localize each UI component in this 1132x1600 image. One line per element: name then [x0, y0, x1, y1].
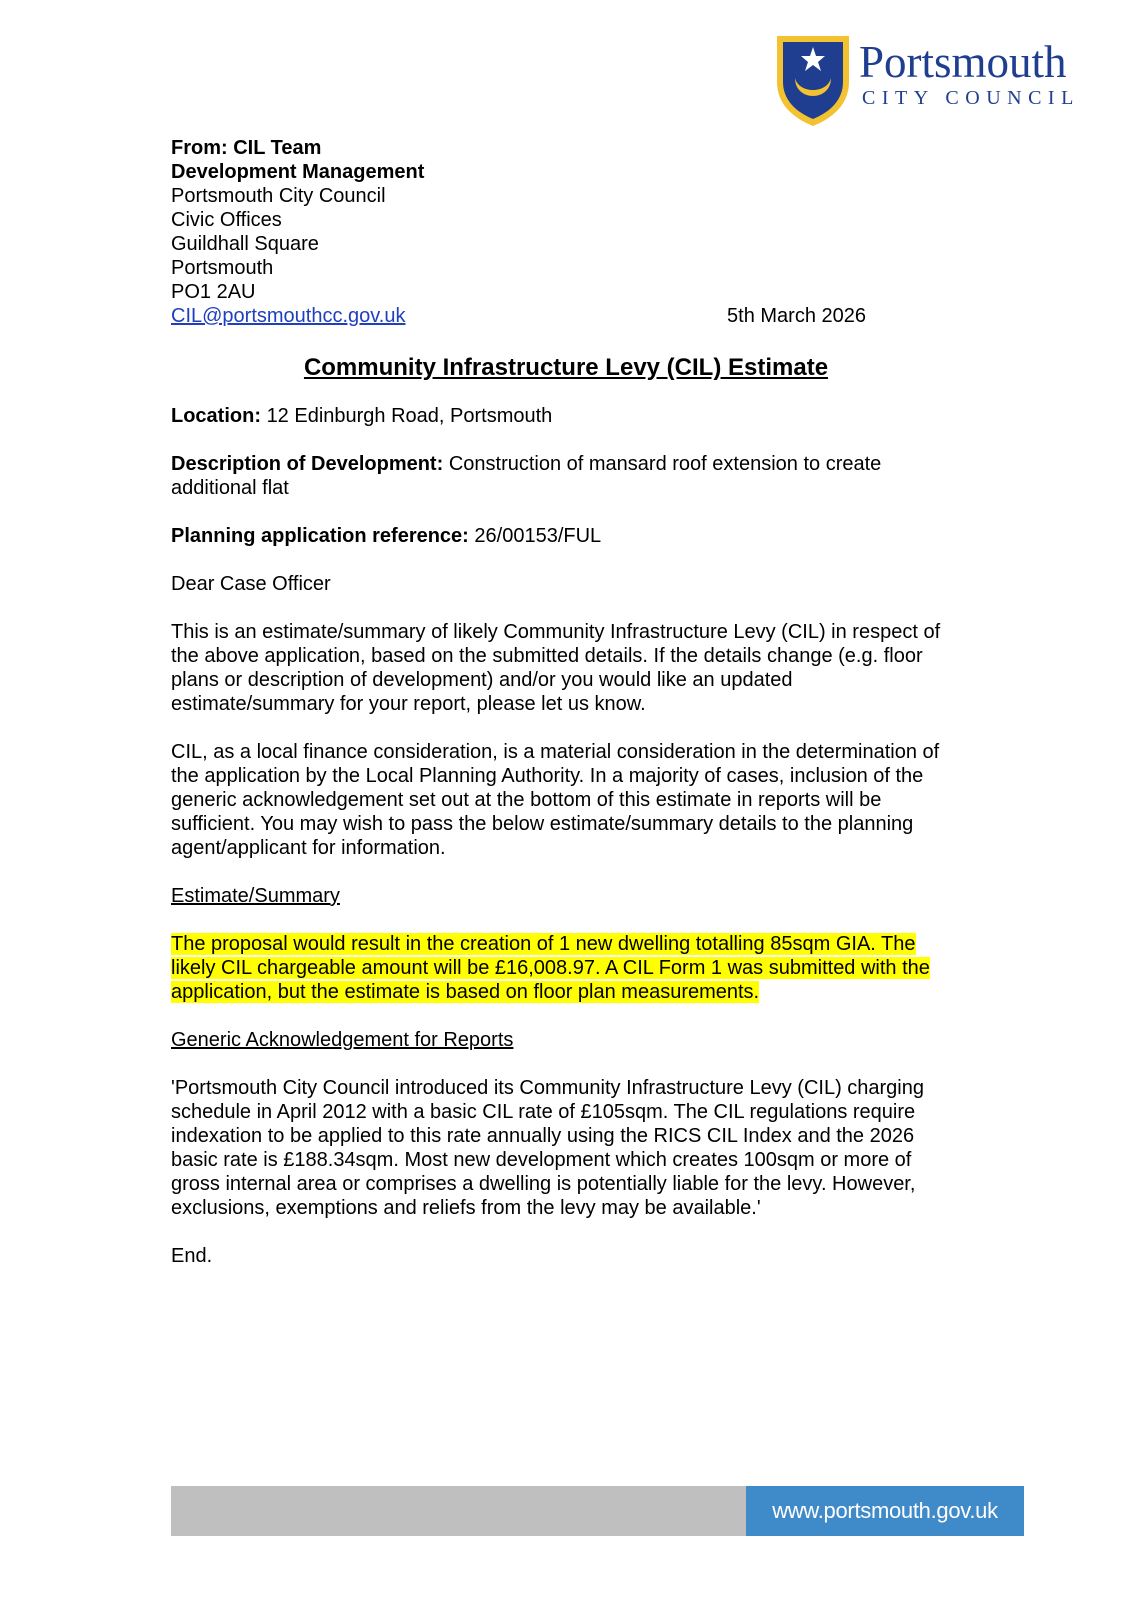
reference-field: [171, 524, 961, 548]
salutation: Dear Case Officer: [171, 573, 331, 595]
description-label: Description of Development:: [171, 453, 444, 475]
address-line: Portsmouth: [171, 257, 274, 279]
sender-block: [171, 136, 961, 328]
location-field: [171, 404, 961, 428]
acknowledgement-heading: Generic Acknowledgement for Reports: [171, 1029, 514, 1051]
address-line: Guildhall Square: [171, 233, 319, 255]
reference-value: 26/00153/FUL: [474, 525, 602, 547]
document-title: Community Infrastructure Levy (CIL) Estimate: [303, 354, 829, 381]
address-line: Civic Offices: [171, 209, 282, 231]
sender-department: Development Management: [171, 161, 425, 183]
logo-subtitle: CITY COUNCIL: [862, 87, 1080, 109]
consideration-paragraph: CIL, as a local finance consideration, is a material consideration in the determination of the application by the Local Planning Authority. In a majority of cases, inclusion of the generic acknowledgement set out at the bottom of this estimate in reports will be sufficient. You may wish to pass the below estimate/summary details to the planning agent/applicant for information.: [171, 741, 940, 859]
email-link[interactable]: CIL@portsmouthcc.gov.uk: [171, 305, 406, 327]
letter-body: [171, 136, 961, 1268]
email-date-row: [171, 304, 866, 328]
estimate-heading: Estimate/Summary: [171, 885, 340, 907]
council-logo: [773, 32, 1093, 132]
address-line: PO1 2AU: [171, 281, 256, 303]
sender-from: From: CIL Team: [171, 137, 322, 159]
end-text: End.: [171, 1245, 213, 1267]
letter-date: 5th March 2026: [727, 305, 866, 327]
description-field: [171, 452, 961, 500]
reference-label: Planning application reference:: [171, 525, 469, 547]
logo-wordmark: Portsmouth: [859, 37, 1067, 87]
estimate-highlight: The proposal would result in the creation of 1 new dwelling totalling 85sqm GIA. The likely CIL chargeable amount will be £16,008.97. A CIL Form 1 was submitted with the application, but the estimate is based on floor plan measurements.: [171, 933, 930, 1003]
footer-bar: [171, 1486, 746, 1536]
crest-icon: [773, 32, 853, 128]
location-label: Location:: [171, 405, 261, 427]
address-line: Portsmouth City Council: [171, 185, 386, 207]
estimate-paragraph: [171, 932, 961, 1004]
location-value: 12 Edinburgh Road, Portsmouth: [266, 405, 553, 427]
intro-paragraph: This is an estimate/summary of likely Community Infrastructure Levy (CIL) in respect of the above application, based on the submitted details. If the details change (e.g. floor plans or description of development) and/or you would like an updated estimate/summary for your report, please let us know.: [171, 621, 941, 715]
footer-website[interactable]: www.portsmouth.gov.uk: [746, 1486, 1024, 1536]
acknowledgement-paragraph: 'Portsmouth City Council introduced its Community Infrastructure Levy (CIL) charging schedule in April 2012 with a basic CIL rate of £105sqm. The CIL regulations require indexation to be applied to this rate annually using the RICS CIL Index and the 2026 basic rate is £188.34sqm. Most new development which creates 100sqm or more of gross internal area or comprises a dwelling is potentially liable for the levy. However, exclusions, exemptions and reliefs from the levy may be available.': [171, 1077, 924, 1219]
description-value: Construction of mansard roof extension to create additional flat: [171, 453, 882, 499]
